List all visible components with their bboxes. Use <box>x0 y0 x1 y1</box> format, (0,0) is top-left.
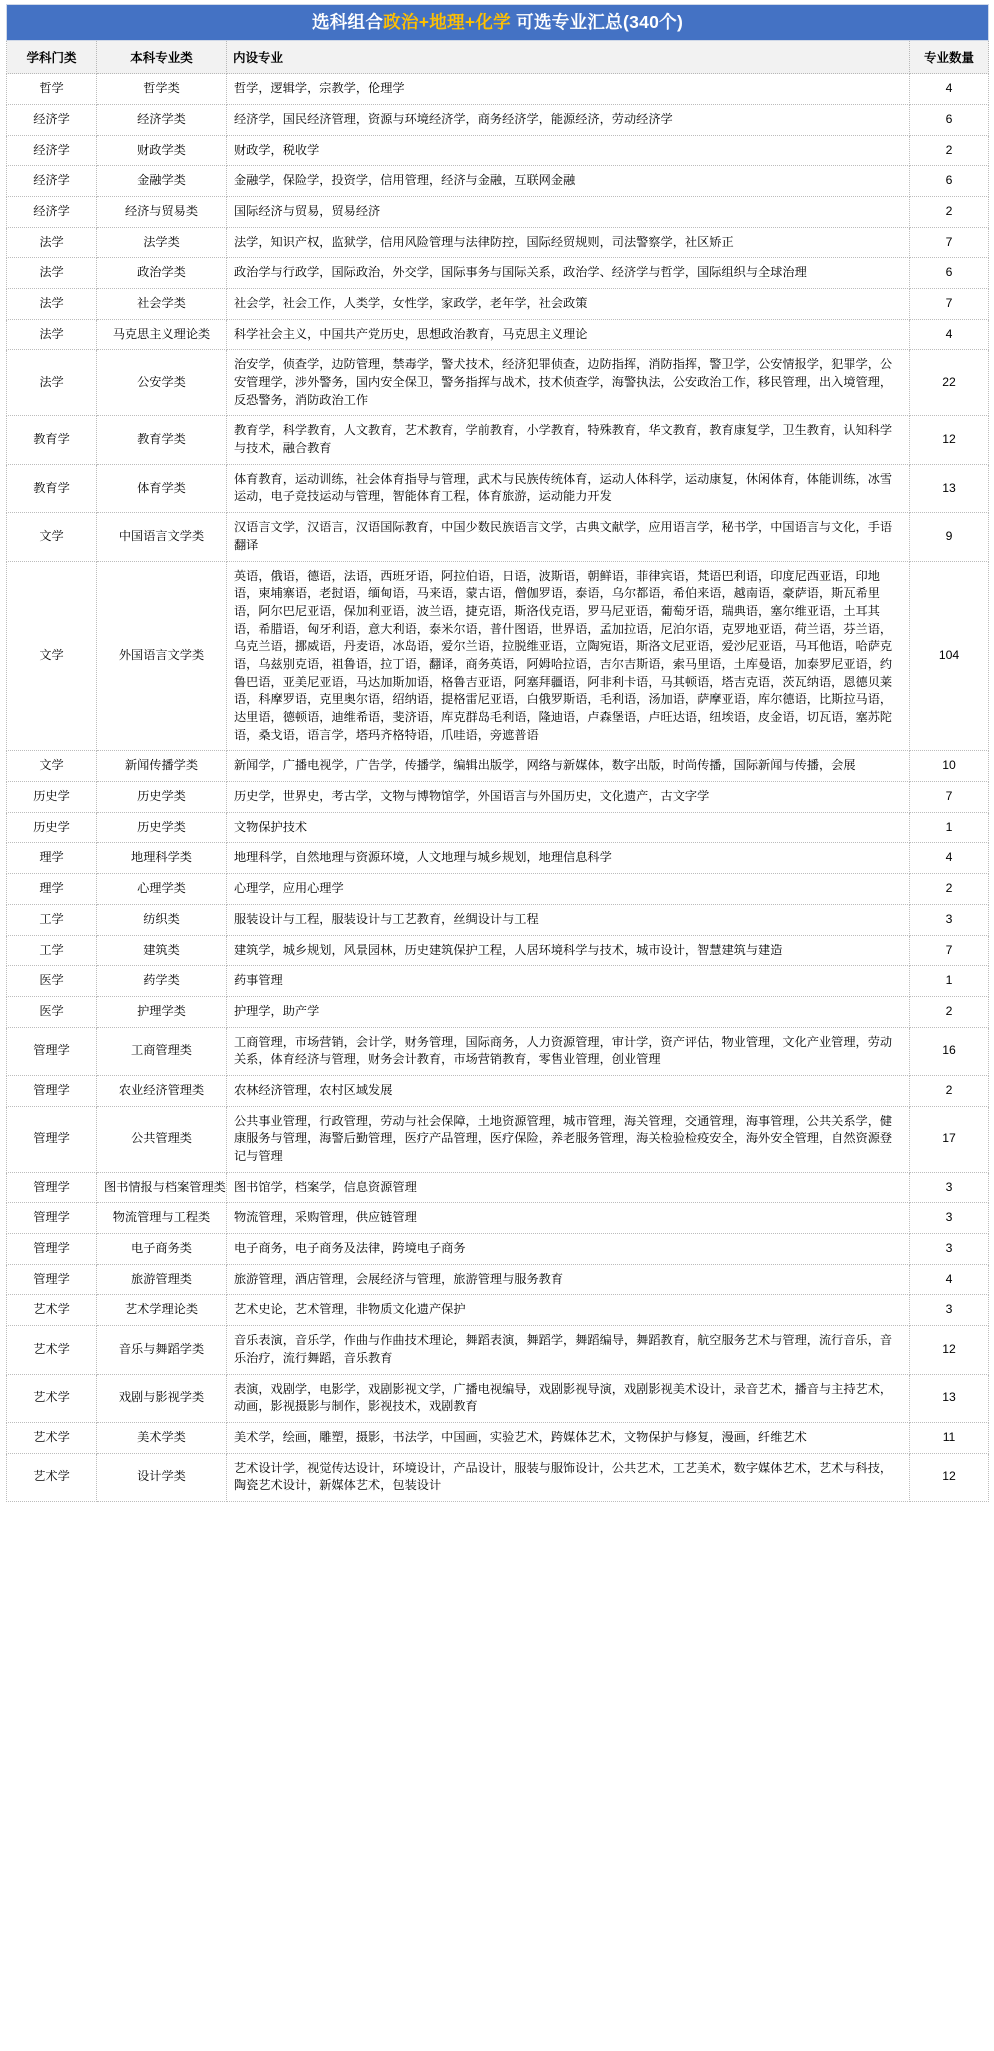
table-row <box>7 196 989 227</box>
cell-majors: 音乐表演，音乐学，作曲与作曲技术理论，舞蹈表演，舞蹈学，舞蹈编导，舞蹈教育，航空服务艺术与管理，流行音乐，音乐治疗，流行舞蹈，音乐教育 <box>227 1326 910 1374</box>
table-title-row <box>7 5 989 41</box>
cell-count: 1 <box>910 966 989 997</box>
cell-discipline: 艺术学 <box>7 1326 97 1374</box>
cell-count: 6 <box>910 166 989 197</box>
table-body <box>7 74 989 1502</box>
cell-majors: 体育教育，运动训练，社会体育指导与管理，武术与民族传统体育，运动人体科学，运动康复，休闲体育，体能训练，冰雪运动，电子竞技运动与管理，智能体育工程，体育旅游，运动能力开发 <box>227 464 910 512</box>
table-row <box>7 561 989 751</box>
cell-majors: 服装设计与工程，服装设计与工艺教育，丝绸设计与工程 <box>227 904 910 935</box>
cell-category: 金融学类 <box>97 166 227 197</box>
table-row <box>7 935 989 966</box>
cell-category: 戏剧与影视学类 <box>97 1374 227 1422</box>
column-header-category: 本科专业类 <box>97 41 227 74</box>
table-row <box>7 1264 989 1295</box>
major-summary-table <box>6 4 989 1502</box>
cell-category: 音乐与舞蹈学类 <box>97 1326 227 1374</box>
cell-count: 2 <box>910 196 989 227</box>
cell-discipline: 艺术学 <box>7 1453 97 1501</box>
cell-majors: 艺术设计学，视觉传达设计，环境设计，产品设计，服装与服饰设计，公共艺术，工艺美术，数字媒体艺术，艺术与科技，陶瓷艺术设计，新媒体艺术，包装设计 <box>227 1453 910 1501</box>
title-suffix: 可选专业汇总(340个) <box>510 12 684 32</box>
cell-count: 16 <box>910 1027 989 1075</box>
cell-category: 法学类 <box>97 227 227 258</box>
cell-majors: 文物保护技术 <box>227 812 910 843</box>
column-header-discipline: 学科门类 <box>7 41 97 74</box>
cell-discipline: 艺术学 <box>7 1295 97 1326</box>
cell-count: 6 <box>910 258 989 289</box>
cell-category: 体育学类 <box>97 464 227 512</box>
cell-discipline: 工学 <box>7 935 97 966</box>
cell-majors: 历史学，世界史，考古学，文物与博物馆学，外国语言与外国历史，文化遗产，古文字学 <box>227 782 910 813</box>
cell-category: 中国语言文学类 <box>97 513 227 561</box>
cell-majors: 经济学，国民经济管理，资源与环境经济学，商务经济学，能源经济，劳动经济学 <box>227 104 910 135</box>
table-row <box>7 751 989 782</box>
cell-discipline: 文学 <box>7 561 97 751</box>
cell-discipline: 经济学 <box>7 196 97 227</box>
cell-category: 新闻传播学类 <box>97 751 227 782</box>
cell-majors: 新闻学，广播电视学，广告学，传播学，编辑出版学，网络与新媒体，数字出版，时尚传播，国际新闻与传播，会展 <box>227 751 910 782</box>
table-row <box>7 1422 989 1453</box>
cell-category: 教育学类 <box>97 416 227 464</box>
cell-discipline: 历史学 <box>7 812 97 843</box>
cell-discipline: 哲学 <box>7 74 97 105</box>
cell-discipline: 管理学 <box>7 1203 97 1234</box>
cell-count: 3 <box>910 1172 989 1203</box>
cell-majors: 法学，知识产权，监狱学，信用风险管理与法律防控，国际经贸规则，司法警察学，社区矫正 <box>227 227 910 258</box>
cell-count: 2 <box>910 1075 989 1106</box>
table-row <box>7 1203 989 1234</box>
cell-category: 马克思主义理论类 <box>97 319 227 350</box>
title-subject-combination: 政治+地理+化学 <box>383 12 511 32</box>
cell-discipline: 管理学 <box>7 1234 97 1265</box>
table-row <box>7 1453 989 1501</box>
cell-discipline: 管理学 <box>7 1075 97 1106</box>
cell-count: 4 <box>910 843 989 874</box>
cell-discipline: 历史学 <box>7 782 97 813</box>
cell-count: 4 <box>910 319 989 350</box>
table-row <box>7 135 989 166</box>
cell-discipline: 艺术学 <box>7 1374 97 1422</box>
cell-count: 3 <box>910 1234 989 1265</box>
cell-category: 公共管理类 <box>97 1106 227 1172</box>
cell-discipline: 法学 <box>7 288 97 319</box>
cell-discipline: 经济学 <box>7 166 97 197</box>
cell-discipline: 法学 <box>7 227 97 258</box>
cell-category: 物流管理与工程类 <box>97 1203 227 1234</box>
cell-majors: 哲学，逻辑学，宗教学，伦理学 <box>227 74 910 105</box>
cell-count: 22 <box>910 350 989 416</box>
cell-majors: 治安学，侦查学，边防管理，禁毒学，警犬技术，经济犯罪侦查，边防指挥，消防指挥，警卫学，公安情报学，犯罪学，公安管理学，涉外警务，国内安全保卫，警务指挥与战术，技术侦查学，海警执法，公安政治工作，移民管理，出入境管理，反恐警务，消防政治工作 <box>227 350 910 416</box>
cell-count: 3 <box>910 1203 989 1234</box>
table-row <box>7 104 989 135</box>
cell-category: 经济学类 <box>97 104 227 135</box>
cell-majors: 社会学，社会工作，人类学，女性学，家政学，老年学，社会政策 <box>227 288 910 319</box>
table-row <box>7 1374 989 1422</box>
cell-majors: 金融学，保险学，投资学，信用管理，经济与金融，互联网金融 <box>227 166 910 197</box>
table-row <box>7 996 989 1027</box>
cell-majors: 公共事业管理，行政管理，劳动与社会保障，土地资源管理，城市管理，海关管理，交通管理，海事管理，公共关系学，健康服务与管理，海警后勤管理，医疗产品管理，医疗保险，养老服务管理，海关检验检疫安全，海外安全管理，自然资源登记与管理 <box>227 1106 910 1172</box>
cell-count: 7 <box>910 288 989 319</box>
table-row <box>7 874 989 905</box>
cell-category: 公安学类 <box>97 350 227 416</box>
cell-majors: 教育学，科学教育，人文教育，艺术教育，学前教育，小学教育，特殊教育，华文教育，教育康复学，卫生教育，认知科学与技术，融合教育 <box>227 416 910 464</box>
cell-discipline: 经济学 <box>7 135 97 166</box>
cell-majors: 艺术史论，艺术管理，非物质文化遗产保护 <box>227 1295 910 1326</box>
table-row <box>7 350 989 416</box>
cell-count: 3 <box>910 1295 989 1326</box>
cell-count: 2 <box>910 996 989 1027</box>
cell-count: 6 <box>910 104 989 135</box>
cell-category: 图书情报与档案管理类 <box>97 1172 227 1203</box>
cell-discipline: 管理学 <box>7 1172 97 1203</box>
cell-discipline: 管理学 <box>7 1027 97 1075</box>
table-row <box>7 1326 989 1374</box>
cell-category: 社会学类 <box>97 288 227 319</box>
table-row <box>7 843 989 874</box>
table-row <box>7 513 989 561</box>
cell-category: 护理学类 <box>97 996 227 1027</box>
cell-count: 12 <box>910 1453 989 1501</box>
cell-count: 2 <box>910 135 989 166</box>
cell-majors: 汉语言文学，汉语言，汉语国际教育，中国少数民族语言文学，古典文献学，应用语言学，秘书学，中国语言与文化，手语翻译 <box>227 513 910 561</box>
cell-count: 13 <box>910 464 989 512</box>
table-title <box>7 5 989 41</box>
table-row <box>7 904 989 935</box>
cell-discipline: 艺术学 <box>7 1422 97 1453</box>
cell-category: 设计学类 <box>97 1453 227 1501</box>
cell-majors: 英语，俄语，德语，法语，西班牙语，阿拉伯语，日语，波斯语，朝鲜语，菲律宾语，梵语巴利语，印度尼西亚语，印地语，柬埔寨语，老挝语，缅甸语，马来语，蒙古语，僧伽罗语，泰语，乌尔都语，希伯来语，越南语，豪萨语，斯瓦希里语，阿尔巴尼亚语，保加利亚语，波兰语，捷克语，斯洛伐克语，罗马尼亚语，葡萄牙语，瑞典语，塞尔维亚语，土耳其语，希腊语，匈牙利语，意大利语，泰米尔语，普什图语，世界语，孟加拉语，尼泊尔语，克罗地亚语，荷兰语，芬兰语，乌克兰语，挪威语，丹麦语，冰岛语，爱尔兰语，拉脱维亚语，立陶宛语，斯洛文尼亚语，爱沙尼亚语，马耳他语，哈萨克语，乌兹别克语，祖鲁语，拉丁语，翻译，商务英语，阿姆哈拉语，吉尔吉斯语，索马里语，土库曼语，加泰罗尼亚语，约鲁巴语，亚美尼亚语，马达加斯加语，格鲁吉亚语，阿塞拜疆语，阿非利卡语，马其顿语，塔吉克语，茨瓦纳语，恩德贝莱语，科摩罗语，克里奥尔语，绍纳语，提格雷尼亚语，白俄罗斯语，毛利语，汤加语，萨摩亚语，库尔德语，比斯拉马语，达里语，德顿语，迪维希语，斐济语，库克群岛毛利语，隆迪语，卢森堡语，卢旺达语，纽埃语，皮金语，切瓦语，塞苏陀语，桑戈语，语言学，塔玛齐格特语，爪哇语，旁遮普语 <box>227 561 910 751</box>
cell-category: 农业经济管理类 <box>97 1075 227 1106</box>
cell-category: 电子商务类 <box>97 1234 227 1265</box>
column-header-count: 专业数量 <box>910 41 989 74</box>
cell-count: 13 <box>910 1374 989 1422</box>
cell-majors: 图书馆学，档案学，信息资源管理 <box>227 1172 910 1203</box>
cell-category: 经济与贸易类 <box>97 196 227 227</box>
cell-discipline: 教育学 <box>7 464 97 512</box>
cell-count: 12 <box>910 416 989 464</box>
cell-category: 哲学类 <box>97 74 227 105</box>
cell-discipline: 理学 <box>7 874 97 905</box>
cell-discipline: 管理学 <box>7 1264 97 1295</box>
cell-count: 7 <box>910 227 989 258</box>
cell-majors: 心理学，应用心理学 <box>227 874 910 905</box>
cell-majors: 药事管理 <box>227 966 910 997</box>
cell-discipline: 法学 <box>7 258 97 289</box>
cell-discipline: 法学 <box>7 350 97 416</box>
column-header-majors: 内设专业 <box>227 41 910 74</box>
cell-count: 12 <box>910 1326 989 1374</box>
cell-count: 9 <box>910 513 989 561</box>
table-row <box>7 227 989 258</box>
cell-discipline: 医学 <box>7 996 97 1027</box>
cell-majors: 财政学，税收学 <box>227 135 910 166</box>
table-row <box>7 464 989 512</box>
cell-count: 11 <box>910 1422 989 1453</box>
cell-category: 纺织类 <box>97 904 227 935</box>
cell-majors: 电子商务，电子商务及法律，跨境电子商务 <box>227 1234 910 1265</box>
table-row <box>7 1106 989 1172</box>
cell-discipline: 管理学 <box>7 1106 97 1172</box>
cell-majors: 科学社会主义，中国共产党历史，思想政治教育，马克思主义理论 <box>227 319 910 350</box>
table-header-row <box>7 41 989 74</box>
cell-category: 工商管理类 <box>97 1027 227 1075</box>
cell-count: 7 <box>910 935 989 966</box>
cell-majors: 护理学，助产学 <box>227 996 910 1027</box>
table-row <box>7 258 989 289</box>
table-row <box>7 319 989 350</box>
table-row <box>7 1172 989 1203</box>
cell-category: 财政学类 <box>97 135 227 166</box>
cell-category: 旅游管理类 <box>97 1264 227 1295</box>
cell-category: 艺术学理论类 <box>97 1295 227 1326</box>
cell-discipline: 法学 <box>7 319 97 350</box>
table-head <box>7 5 989 74</box>
cell-discipline: 文学 <box>7 751 97 782</box>
cell-category: 地理科学类 <box>97 843 227 874</box>
cell-majors: 地理科学，自然地理与资源环境，人文地理与城乡规划，地理信息科学 <box>227 843 910 874</box>
cell-count: 4 <box>910 74 989 105</box>
cell-discipline: 教育学 <box>7 416 97 464</box>
cell-majors: 农林经济管理，农村区域发展 <box>227 1075 910 1106</box>
cell-majors: 政治学与行政学，国际政治，外交学，国际事务与国际关系，政治学、经济学与哲学，国际组织与全球治理 <box>227 258 910 289</box>
table-row <box>7 166 989 197</box>
cell-count: 1 <box>910 812 989 843</box>
cell-majors: 物流管理，采购管理，供应链管理 <box>227 1203 910 1234</box>
table-row <box>7 782 989 813</box>
table-row <box>7 1027 989 1075</box>
cell-count: 4 <box>910 1264 989 1295</box>
cell-discipline: 医学 <box>7 966 97 997</box>
cell-majors: 旅游管理，酒店管理，会展经济与管理，旅游管理与服务教育 <box>227 1264 910 1295</box>
table-row <box>7 812 989 843</box>
cell-count: 3 <box>910 904 989 935</box>
cell-category: 历史学类 <box>97 812 227 843</box>
cell-count: 2 <box>910 874 989 905</box>
table-row <box>7 966 989 997</box>
cell-majors: 工商管理，市场营销，会计学，财务管理，国际商务，人力资源管理，审计学，资产评估，物业管理，文化产业管理，劳动关系，体育经济与管理，财务会计教育，市场营销教育，零售业管理，创业管理 <box>227 1027 910 1075</box>
cell-category: 美术学类 <box>97 1422 227 1453</box>
cell-category: 外国语言文学类 <box>97 561 227 751</box>
cell-majors: 表演，戏剧学，电影学，戏剧影视文学，广播电视编导，戏剧影视导演，戏剧影视美术设计，录音艺术，播音与主持艺术，动画，影视摄影与制作，影视技术，戏剧教育 <box>227 1374 910 1422</box>
cell-count: 7 <box>910 782 989 813</box>
cell-discipline: 理学 <box>7 843 97 874</box>
cell-discipline: 文学 <box>7 513 97 561</box>
cell-majors: 建筑学，城乡规划，风景园林，历史建筑保护工程，人居环境科学与技术，城市设计，智慧建筑与建造 <box>227 935 910 966</box>
cell-count: 10 <box>910 751 989 782</box>
title-prefix: 选科组合 <box>311 12 384 32</box>
table-row <box>7 1075 989 1106</box>
cell-category: 药学类 <box>97 966 227 997</box>
cell-count: 17 <box>910 1106 989 1172</box>
cell-discipline: 经济学 <box>7 104 97 135</box>
cell-discipline: 工学 <box>7 904 97 935</box>
cell-majors: 美术学，绘画，雕塑，摄影，书法学，中国画，实验艺术，跨媒体艺术，文物保护与修复，漫画，纤维艺术 <box>227 1422 910 1453</box>
table-row <box>7 1295 989 1326</box>
cell-majors: 国际经济与贸易，贸易经济 <box>227 196 910 227</box>
cell-count: 104 <box>910 561 989 751</box>
cell-category: 心理学类 <box>97 874 227 905</box>
cell-category: 政治学类 <box>97 258 227 289</box>
table-row <box>7 288 989 319</box>
cell-category: 建筑类 <box>97 935 227 966</box>
cell-category: 历史学类 <box>97 782 227 813</box>
table-row <box>7 416 989 464</box>
table-row <box>7 1234 989 1265</box>
table-row <box>7 74 989 105</box>
